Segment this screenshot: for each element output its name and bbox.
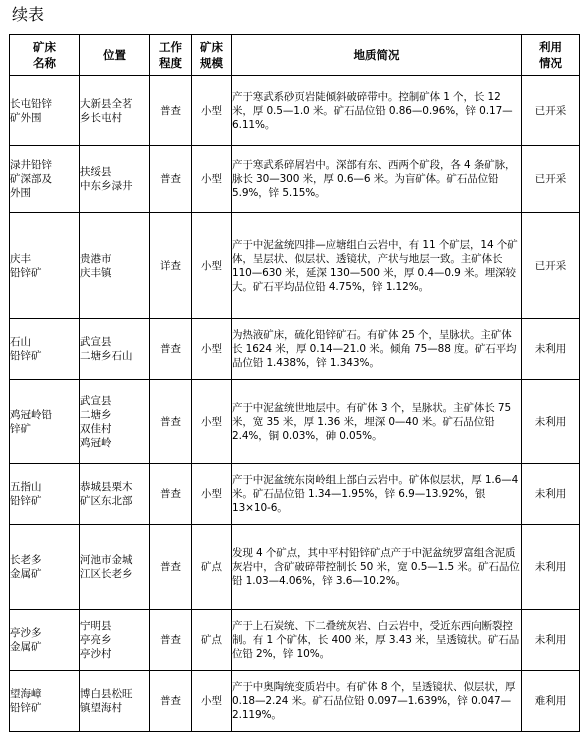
cell-usage: 难利用	[522, 671, 580, 732]
cell-name: 长屯铅锌 矿外围	[10, 76, 80, 146]
cell-level: 普查	[150, 610, 192, 671]
cell-usage: 已开采	[522, 76, 580, 146]
table-row	[10, 610, 580, 671]
cell-scale: 小型	[192, 146, 232, 213]
cell-level: 详查	[150, 213, 192, 319]
deposit-table	[9, 34, 580, 732]
cell-scale: 小型	[192, 464, 232, 525]
cell-name: 渌井铅锌 矿深部及 外围	[10, 146, 80, 213]
header-scale: 矿床 规模	[192, 35, 232, 76]
table-caption: 续表	[12, 5, 45, 24]
cell-name: 五指山 铅锌矿	[10, 464, 80, 525]
cell-usage: 未利用	[522, 464, 580, 525]
cell-level: 普查	[150, 671, 192, 732]
cell-scale: 矿点	[192, 525, 232, 610]
cell-level: 普查	[150, 76, 192, 146]
cell-name: 庆丰 铅锌矿	[10, 213, 80, 319]
table-header-row	[10, 35, 580, 76]
header-work-level: 工作 程度	[150, 35, 192, 76]
cell-geology: 产于寒武系碎屑岩中。深部有东、西两个矿段，各 4 条矿脉，脉长 30—300 米，厚 0.6—6 米。为盲矿体。矿石品位铅 5.9%，锌 5.15%。	[232, 146, 522, 213]
cell-name: 长老多 金属矿	[10, 525, 80, 610]
cell-level: 普查	[150, 319, 192, 380]
header-name: 矿床 名称	[10, 35, 80, 76]
cell-scale: 矿点	[192, 610, 232, 671]
cell-usage: 已开采	[522, 146, 580, 213]
cell-usage: 已开采	[522, 213, 580, 319]
cell-geology: 产于中泥盆统四排—应塘组白云岩中，有 11 个矿层，14 个矿体，呈层状、似层状、透镜状，产状与地层一致。主矿体长 110—630 米，延深 130—500 米，厚 0.4—0.9 米。埋深较大。矿石平均品位铅 4.75%，锌 1.12%。	[232, 213, 522, 319]
table-row	[10, 671, 580, 732]
cell-name: 鸡冠岭铅 锌矿	[10, 380, 80, 464]
table-row	[10, 464, 580, 525]
cell-location: 武宣县 二塘乡石山	[80, 319, 150, 380]
table-row	[10, 525, 580, 610]
cell-scale: 小型	[192, 671, 232, 732]
cell-scale: 小型	[192, 213, 232, 319]
cell-name: 望海嶂 铅锌矿	[10, 671, 80, 732]
cell-usage: 未利用	[522, 610, 580, 671]
cell-location: 扶绥县 中东乡渌井	[80, 146, 150, 213]
cell-location: 恭城县栗木 矿区东北部	[80, 464, 150, 525]
cell-geology: 发现 4 个矿点，其中平村铅锌矿点产于中泥盆统罗富组含泥质灰岩中，含矿破碎带控制长 50 米，宽 0.5—1.5 米。矿石品位铅 1.03—4.06%，锌 3.6—10.2%。	[232, 525, 522, 610]
cell-location: 博白县松旺 镇望海村	[80, 671, 150, 732]
header-usage: 利用 情况	[522, 35, 580, 76]
cell-location: 武宣县 二塘乡 双佳村 鸡冠岭	[80, 380, 150, 464]
cell-name: 亭沙多 金属矿	[10, 610, 80, 671]
cell-usage: 未利用	[522, 380, 580, 464]
cell-scale: 小型	[192, 380, 232, 464]
table-row	[10, 146, 580, 213]
table-row	[10, 76, 580, 146]
cell-location: 宁明县 亭亮乡 亭沙村	[80, 610, 150, 671]
cell-usage: 未利用	[522, 319, 580, 380]
cell-level: 普查	[150, 525, 192, 610]
cell-scale: 小型	[192, 319, 232, 380]
cell-level: 普查	[150, 380, 192, 464]
cell-geology: 为热液矿床，硫化铅锌矿石。有矿体 25 个，呈脉状。主矿体长 1624 米，厚 0.14—21.0 米。倾角 75—88 度。矿石平均品位铅 1.438%，锌 1.343%。	[232, 319, 522, 380]
cell-location: 贵港市 庆丰镇	[80, 213, 150, 319]
cell-location: 大新县全茗 乡长屯村	[80, 76, 150, 146]
cell-geology: 产于中泥盆统世地层中。有矿体 3 个，呈脉状。主矿体长 75 米，宽 35 米，厚 1.36 米，埋深 0—40 米。矿石品位铅 2.4%，铜 0.03%，砷 0.05%。	[232, 380, 522, 464]
cell-usage: 未利用	[522, 525, 580, 610]
table-row	[10, 213, 580, 319]
cell-location: 河池市金城 江区长老乡	[80, 525, 150, 610]
cell-geology: 产于中泥盆统东岗岭组上部白云岩中。矿体似层状，厚 1.6—4 米。矿石品位铅 1.34—1.95%，锌 6.9—13.92%，银 13×10-6。	[232, 464, 522, 525]
cell-geology: 产于寒武系砂页岩陡倾斜破碎带中。控制矿体 1 个，长 12 米，厚 0.5—1.0 米。矿石品位铅 0.86—0.96%，锌 0.17—6.11%。	[232, 76, 522, 146]
cell-geology: 产于上石炭统、下二叠统灰岩、白云岩中，受近东西向断裂控制。有 1 个矿体，长 400 米，厚 3.43 米，呈透镜状。矿石品位铅 2%，锌 10%。	[232, 610, 522, 671]
table-row	[10, 380, 580, 464]
header-location: 位置	[80, 35, 150, 76]
cell-name: 石山 铅锌矿	[10, 319, 80, 380]
table-row	[10, 319, 580, 380]
cell-level: 普查	[150, 146, 192, 213]
cell-geology: 产于中奥陶统变质岩中。有矿体 8 个，呈透镜状、似层状，厚 0.18—2.24 米。矿石品位铅 0.097—1.639%，锌 0.047—2.119%。	[232, 671, 522, 732]
header-geology: 地质简况	[232, 35, 522, 76]
cell-level: 普查	[150, 464, 192, 525]
cell-scale: 小型	[192, 76, 232, 146]
